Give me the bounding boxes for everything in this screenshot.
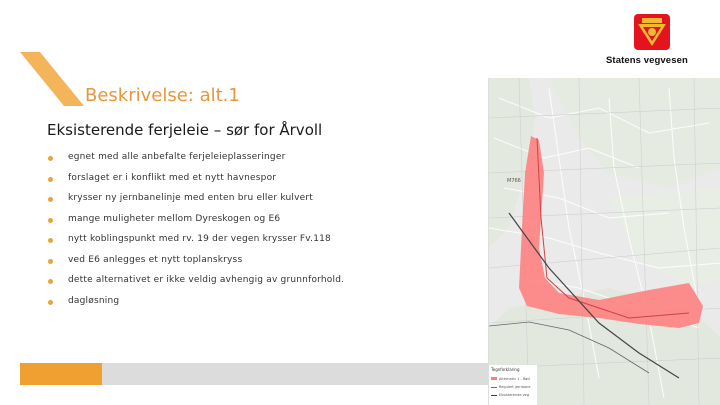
map-graphic (489, 78, 720, 405)
map-area-label: M766 (507, 178, 521, 184)
bullet-item: krysser ny jernbanelinje med enten bru eller kulvert (48, 193, 344, 214)
map-image (488, 78, 720, 405)
bullet-dot-icon (48, 259, 53, 264)
legend-row: Regulert jernbane (491, 385, 530, 389)
bullet-dot-icon (48, 177, 53, 182)
bullet-dot-icon (48, 197, 53, 202)
bullet-item: mange muligheter mellom Dyreskogen og E6 (48, 214, 344, 235)
bullet-item: dette alternativet er ikke veldig avhengig av grunnforhold. (48, 275, 344, 296)
slide-subtitle: Beskrivelse: alt.1 (85, 85, 240, 106)
bullet-item: ved E6 anlegges et nytt toplanskryss (48, 255, 344, 276)
map-legend (489, 365, 537, 405)
bullet-list (48, 152, 344, 316)
slide-heading: Eksisterende ferjeleie – sør for Årvoll (47, 121, 323, 139)
bullet-item: nytt koblingspunkt med rv. 19 der vegen krysser Fv.118 (48, 234, 344, 255)
bullet-dot-icon (48, 238, 53, 243)
footer-grey-bar (102, 363, 488, 385)
bullet-item: forslaget er i konflikt med et nytt havnespor (48, 173, 344, 194)
footer-accent-bar (20, 363, 102, 385)
legend-title: Tegnforklaring (491, 367, 520, 372)
bullet-item: egnet med alle anbefalte ferjeleieplasseringer (48, 152, 344, 173)
bullet-dot-icon (48, 300, 53, 305)
logo-text: Statens vegvesen (606, 55, 688, 66)
bullet-dot-icon (48, 218, 53, 223)
bullet-dot-icon (48, 279, 53, 284)
legend-row: Alternativ 1 - Rød (491, 377, 530, 381)
bullet-dot-icon (48, 156, 53, 161)
statens-vegvesen-logo (606, 14, 696, 72)
bullet-item: dagløsning (48, 296, 344, 317)
statens-vegvesen-emblem-icon (634, 14, 670, 50)
legend-row: Eksisterende veg (491, 393, 529, 397)
